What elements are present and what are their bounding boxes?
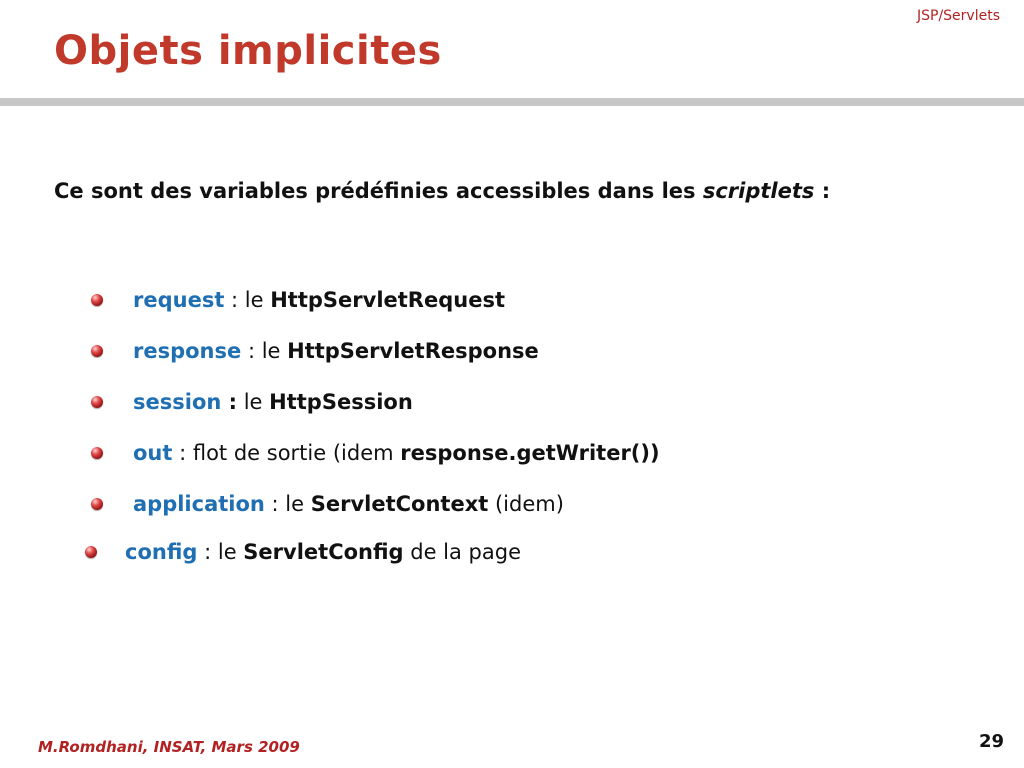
course-tag: JSP/Servlets bbox=[916, 8, 1000, 24]
bullet-icon bbox=[91, 294, 103, 306]
intro-emphasis: scriptlets bbox=[702, 179, 815, 203]
item-separator-bold: : bbox=[221, 390, 238, 414]
page-number: 29 bbox=[978, 731, 1004, 752]
list-item-text bbox=[133, 390, 413, 414]
intro-suffix: : bbox=[814, 179, 831, 203]
list-item-application bbox=[91, 492, 564, 516]
item-type: HttpServletResponse bbox=[287, 339, 539, 363]
list-item-config bbox=[85, 540, 521, 564]
list-item-text bbox=[133, 492, 564, 516]
keyword-response: response bbox=[133, 339, 242, 363]
item-separator: : le bbox=[264, 492, 311, 516]
bullet-icon bbox=[91, 345, 103, 357]
bullet-icon bbox=[91, 396, 103, 408]
item-type: response.getWriter()) bbox=[400, 441, 660, 465]
keyword-session: session bbox=[133, 390, 222, 414]
bullet-icon bbox=[85, 546, 97, 558]
list-item-out bbox=[91, 441, 660, 465]
item-type: HttpSession bbox=[269, 390, 413, 414]
item-separator: : flot de sortie (idem bbox=[172, 441, 401, 465]
item-separator: : le bbox=[224, 288, 271, 312]
intro-sentence bbox=[54, 179, 830, 203]
slide-title: Objets implicites bbox=[54, 28, 442, 74]
item-tail: (idem) bbox=[488, 492, 564, 516]
item-type: ServletConfig bbox=[243, 540, 404, 564]
list-item-response bbox=[91, 339, 539, 363]
item-tail: de la page bbox=[403, 540, 522, 564]
item-type: ServletContext bbox=[310, 492, 489, 516]
footer-author: M.Romdhani, INSAT, Mars 2009 bbox=[38, 738, 300, 756]
bullet-icon bbox=[91, 498, 103, 510]
title-divider bbox=[0, 98, 1024, 106]
item-separator: : le bbox=[197, 540, 244, 564]
item-separator: : le bbox=[241, 339, 288, 363]
item-separator: le bbox=[237, 390, 270, 414]
keyword-out: out bbox=[133, 441, 173, 465]
keyword-config: config bbox=[125, 540, 198, 564]
list-item-text bbox=[133, 339, 539, 363]
bullet-icon bbox=[91, 447, 103, 459]
keyword-request: request bbox=[133, 288, 225, 312]
list-item-text bbox=[133, 441, 660, 465]
list-item-session bbox=[91, 390, 413, 414]
intro-prefix: Ce sont des variables prédéfinies accessibles dans les bbox=[54, 179, 703, 203]
list-item-text bbox=[125, 540, 521, 564]
list-item-text bbox=[133, 288, 505, 312]
list-item-request bbox=[91, 288, 505, 312]
item-type: HttpServletRequest bbox=[270, 288, 505, 312]
keyword-application: application bbox=[133, 492, 265, 516]
